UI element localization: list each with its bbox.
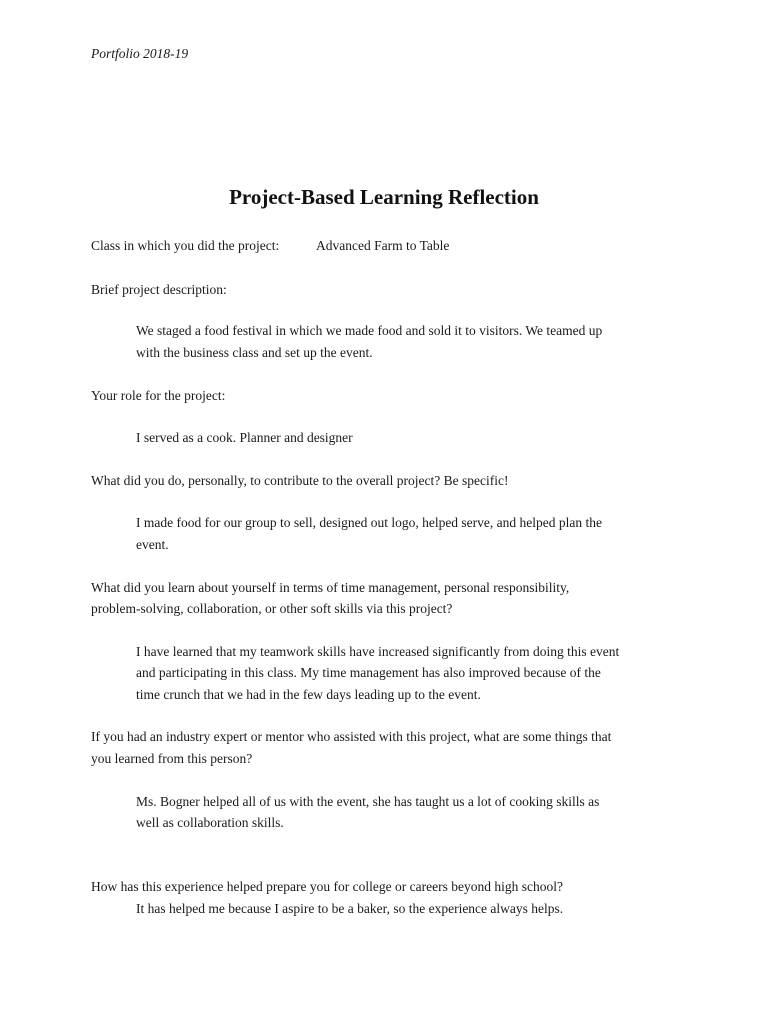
class-value: Advanced Farm to Table: [316, 238, 450, 253]
description-label: Brief project description:: [91, 282, 227, 297]
learning-answer-line: time crunch that we had in the few days leading up to the event.: [136, 687, 481, 702]
learning-answer-line: and participating in this class. My time management has also improved because of the: [136, 665, 601, 680]
role-label: Your role for the project:: [91, 388, 226, 403]
learning-label-line: What did you learn about yourself in terms of time management, personal responsibility,: [91, 580, 570, 595]
preparation-label: How has this experience helped prepare you for college or careers beyond high school?: [91, 879, 563, 894]
page-title: Project-Based Learning Reflection: [229, 185, 539, 209]
mentor-answer-line: well as collaboration skills.: [136, 815, 284, 830]
learning-label-line: problem-solving, collaboration, or other soft skills via this project?: [91, 601, 453, 616]
description-answer-line: We staged a food festival in which we made food and sold it to visitors. We teamed up: [136, 323, 603, 338]
description-answer-line: with the business class and set up the event.: [136, 345, 373, 360]
class-label: Class in which you did the project:: [91, 238, 280, 253]
learning-answer-line: I have learned that my teamwork skills have increased significantly from doing this event: [136, 644, 620, 659]
preparation-answer-line: It has helped me because I aspire to be a baker, so the experience always helps.: [136, 901, 564, 916]
contribution-label: What did you do, personally, to contribute to the overall project? Be specific!: [91, 473, 509, 488]
portfolio-header: Portfolio 2018-19: [91, 46, 189, 61]
contribution-answer-line: event.: [136, 537, 169, 552]
mentor-label-line: If you had an industry expert or mentor who assisted with this project, what are some things that: [91, 729, 612, 744]
contribution-answer-line: I made food for our group to sell, designed out logo, helped serve, and helped plan the: [136, 515, 603, 530]
mentor-label-line: you learned from this person?: [91, 751, 253, 766]
mentor-answer-line: Ms. Bogner helped all of us with the event, she has taught us a lot of cooking skills as: [136, 794, 600, 809]
role-answer-line: I served as a cook. Planner and designer: [136, 430, 353, 445]
